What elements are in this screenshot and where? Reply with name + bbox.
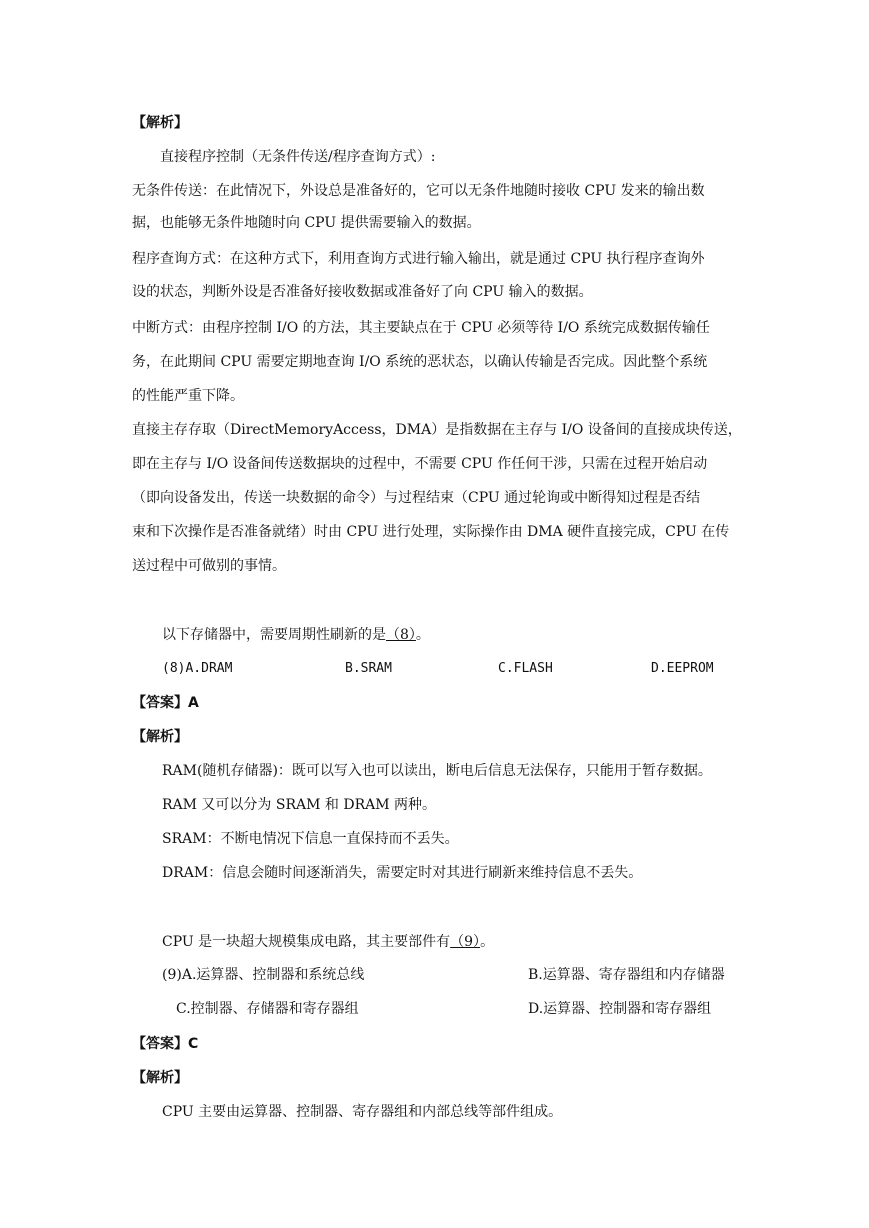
analysis-heading: 【解析】	[132, 115, 188, 131]
option-a: (9)A.运算器、控制器和系统总线	[162, 967, 365, 983]
option-c: C.控制器、存储器和寄存器组	[176, 1001, 359, 1017]
paragraph-line: 即在主存与 I/O 设备间传送数据块的过程中，不需要 CPU 作任何干涉，只需在过程开始启动	[132, 456, 708, 472]
analysis-line: CPU 主要由运算器、控制器、寄存器组和内部总线等部件组成。	[162, 1104, 563, 1120]
paragraph-line: （即向设备发出，传送一块数据的命令）与过程结束（CPU 通过轮询或中断得知过程是否结	[132, 490, 701, 506]
analysis-line: RAM 又可以分为 SRAM 和 DRAM 两种。	[162, 797, 437, 813]
option-d: D.EEPROM	[651, 661, 714, 676]
paragraph-line: 送过程中可做别的事情。	[132, 558, 286, 574]
question-blank: （9）	[450, 934, 481, 950]
answer-label: 【答案】A	[132, 695, 199, 711]
question-stem-text: CPU 是一块超大规模集成电路，其主要部件有	[162, 934, 451, 950]
paragraph-line: 务，在此期间 CPU 需要定期地查询 I/O 系统的恶状态，以确认传输是否完成。因此整个系统	[132, 354, 708, 370]
question-stem-end: 。	[415, 627, 430, 643]
paragraph-line: 的性能严重下降。	[132, 388, 244, 404]
option-d: D.运算器、控制器和寄存器组	[528, 1001, 712, 1017]
analysis-line: SRAM：不断电情况下信息一直保持而不丢失。	[162, 831, 459, 847]
paragraph-line: 中断方式：由程序控制 I/O 的方法，其主要缺点在于 CPU 必须等待 I/O 系统完成数据传输任	[132, 320, 710, 336]
answer-label: 【答案】C	[132, 1036, 199, 1052]
option-b: B.运算器、寄存器组和内存储器	[528, 967, 725, 983]
analysis-heading: 【解析】	[132, 1070, 188, 1086]
option-c: C.FLASH	[498, 661, 553, 676]
analysis-heading: 【解析】	[132, 729, 188, 745]
analysis-line: DRAM：信息会随时间逐渐消失，需要定时对其进行刷新来维持信息不丢失。	[162, 865, 643, 881]
paragraph-line: 设的状态，判断外设是否准备好接收数据或准备好了向 CPU 输入的数据。	[132, 284, 593, 300]
paragraph-line: 直接主存存取（DirectMemoryAccess，DMA）是指数据在主存与 I/O 设备间的直接成块传送，	[132, 422, 742, 438]
option-a: (8)A.DRAM	[162, 661, 233, 676]
analysis-line: RAM(随机存储器)：既可以写入也可以读出，断电后信息无法保存，只能用于暂存数据。	[162, 763, 712, 779]
paragraph-line: 据，也能够无条件地随时向 CPU 提供需要输入的数据。	[132, 215, 481, 231]
paragraph-line: 束和下次操作是否准备就绪）时由 CPU 进行处理，实际操作由 DMA 硬件直接完成，CPU 在传	[132, 524, 730, 540]
paragraph-line: 程序查询方式：在这种方式下，利用查询方式进行输入输出，就是通过 CPU 执行程序查询外	[132, 251, 705, 267]
question-9-stem	[162, 932, 494, 952]
paragraph-line: 无条件传送：在此情况下，外设总是准备好的，它可以无条件地随时接收 CPU 发来的输出数	[132, 183, 705, 199]
question-stem-end: 。	[480, 934, 495, 950]
option-b: B.SRAM	[345, 661, 392, 676]
question-blank: （8）	[386, 627, 416, 643]
paragraph-line: 直接程序控制（无条件传送/程序查询方式）:	[160, 149, 436, 165]
question-stem-text: 以下存储器中，需要周期性刷新的是	[162, 627, 386, 643]
question-8-stem	[162, 625, 430, 645]
